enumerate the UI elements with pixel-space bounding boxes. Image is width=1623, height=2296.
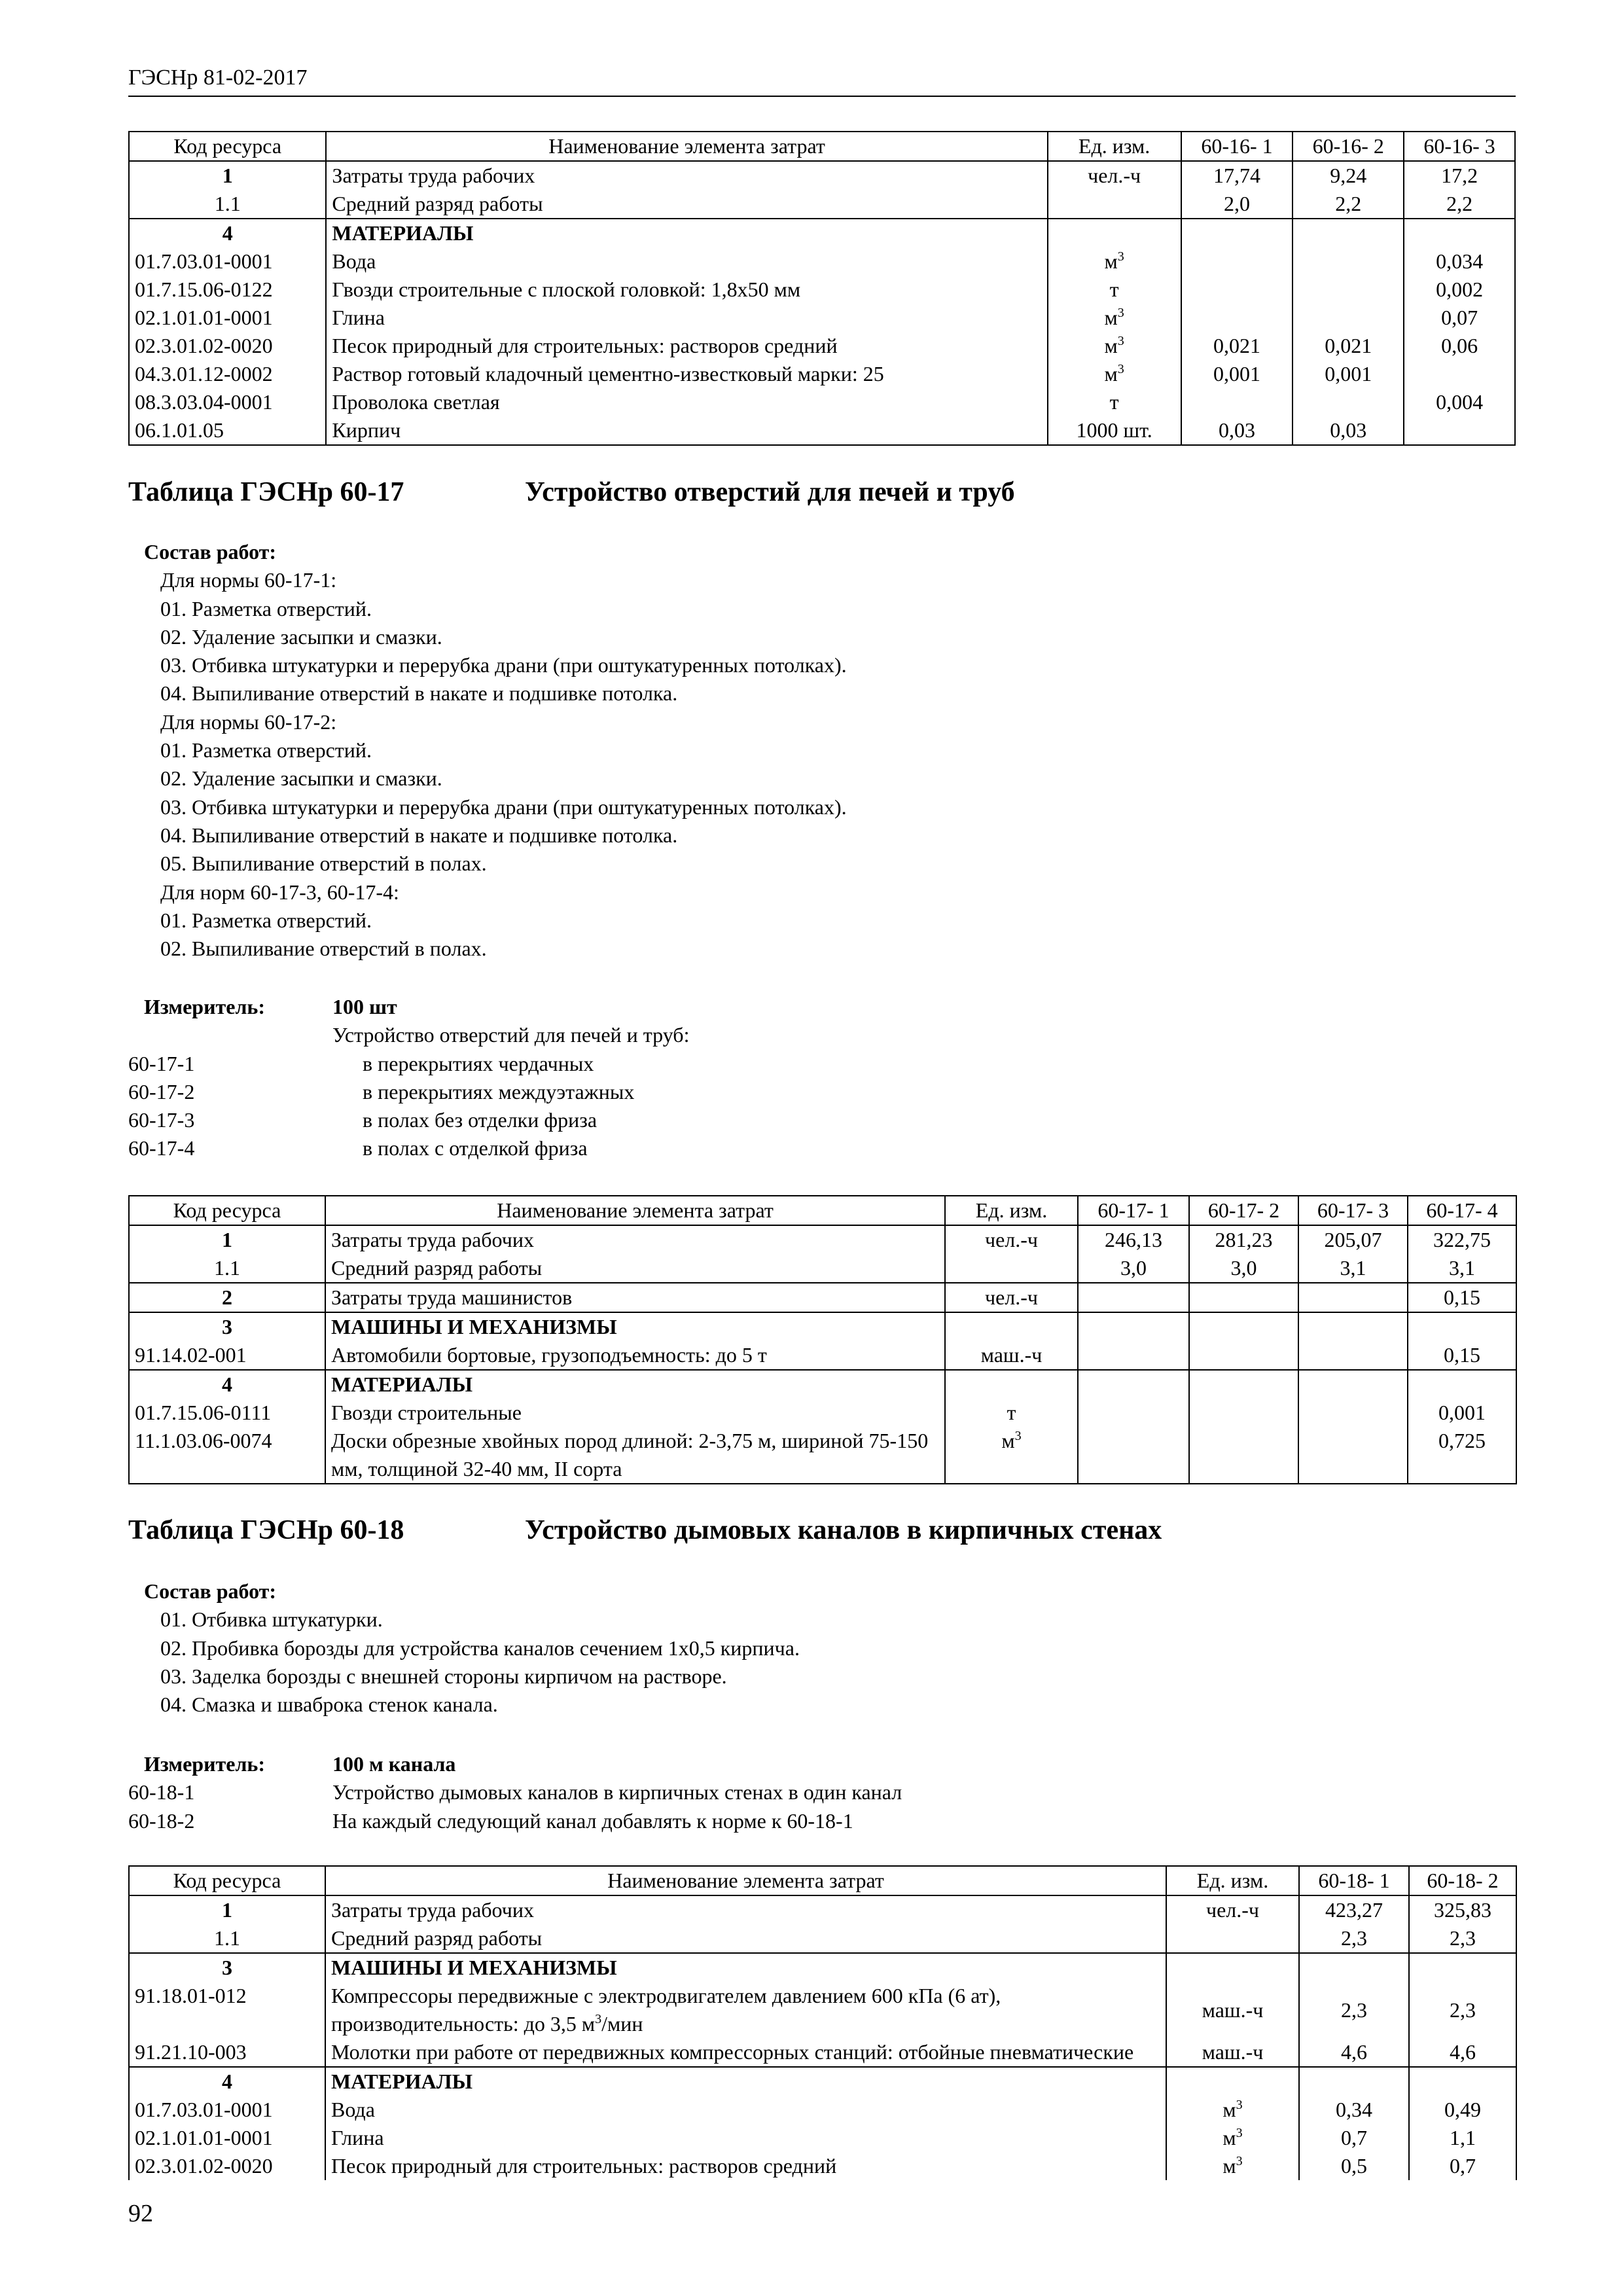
table-row bbox=[129, 247, 1515, 276]
composition-line: 02. Удаление засыпки и смазки. bbox=[160, 624, 442, 649]
composition-line: Для нормы 60-17-2: bbox=[160, 709, 337, 734]
value bbox=[1181, 276, 1293, 304]
composition-label: Состав работ: bbox=[144, 540, 277, 564]
resource-code: 01.7.15.06-0111 bbox=[129, 1399, 325, 1427]
value: 205,07 bbox=[1298, 1225, 1408, 1254]
header-rule bbox=[128, 96, 1516, 97]
section-title: МАШИНЫ И МЕХАНИЗМЫ bbox=[325, 1312, 945, 1341]
table-row bbox=[129, 388, 1515, 416]
value: 0,021 bbox=[1181, 332, 1293, 360]
value: 281,23 bbox=[1189, 1225, 1298, 1254]
resource-code: 06.1.01.05 bbox=[129, 416, 326, 445]
resource-name: Гвозди строительные bbox=[325, 1399, 945, 1427]
unit: $м^3$ bbox=[1048, 247, 1181, 276]
col-header-code: Код ресурса bbox=[129, 1866, 325, 1895]
unit: маш.-ч bbox=[945, 1341, 1078, 1370]
value: 0,034 bbox=[1404, 247, 1515, 276]
col-header-name: Наименование элемента затрат bbox=[325, 1866, 1166, 1895]
value bbox=[1181, 304, 1293, 332]
resource-code: 1.1 bbox=[129, 1254, 325, 1283]
col-header-norm: 60-17- 2 bbox=[1189, 1196, 1298, 1225]
table-60-17 bbox=[128, 1195, 1517, 1484]
table-60-16 bbox=[128, 131, 1516, 446]
value: 9,24 bbox=[1293, 161, 1404, 190]
value bbox=[1404, 360, 1515, 388]
meter-value: 100 шт bbox=[332, 995, 397, 1018]
composition-line: 02. Удаление засыпки и смазки. bbox=[160, 766, 442, 791]
value: 0,15 bbox=[1408, 1341, 1516, 1370]
unit bbox=[1166, 1924, 1299, 1953]
page-number: 92 bbox=[128, 2200, 153, 2227]
work-composition-60-18 bbox=[144, 1577, 800, 1719]
unit: чел.-ч bbox=[945, 1283, 1078, 1312]
table-code: Таблица ГЭСНр 60-18 bbox=[128, 1515, 404, 1545]
table-title-60-18 bbox=[128, 1515, 1162, 1546]
resource-code: 1 bbox=[129, 1225, 325, 1254]
table-row bbox=[129, 2067, 1516, 2096]
value: 325,83 bbox=[1409, 1895, 1516, 1924]
composition-line: 04. Смазка и шваброка стенок канала. bbox=[160, 1693, 498, 1717]
resource-name: Гвозди строительные с плоской головкой: 1,8х50 мм bbox=[326, 276, 1047, 304]
section-code: 3 bbox=[129, 1953, 325, 1982]
value: 2,3 bbox=[1299, 1924, 1409, 1953]
unit: $м^3$ bbox=[1166, 2124, 1299, 2152]
section-title: МАТЕРИАЛЫ bbox=[325, 2067, 1166, 2096]
composition-line: 03. Отбивка штукатурки и перерубка драни (при оштукатуренных потолках). bbox=[160, 795, 847, 819]
col-header-code: Код ресурса bbox=[129, 1196, 325, 1225]
value bbox=[1404, 416, 1515, 445]
value bbox=[1189, 1399, 1298, 1427]
value bbox=[1181, 388, 1293, 416]
col-header-norm: 60-16- 2 bbox=[1293, 132, 1404, 161]
composition-line: 02. Пробивка борозды для устройства каналов сечением 1х0,5 кирпича. bbox=[160, 1636, 800, 1660]
value: 0,5 bbox=[1299, 2152, 1409, 2180]
table-row bbox=[129, 161, 1515, 190]
unit: маш.-ч bbox=[1166, 1982, 1299, 2038]
value: 3,0 bbox=[1189, 1254, 1298, 1283]
resource-code: 01.7.15.06-0122 bbox=[129, 276, 326, 304]
unit: $м^3$ bbox=[945, 1427, 1078, 1484]
unit: $м^3$ bbox=[1048, 360, 1181, 388]
norm-text: в перекрытиях междуэтажных bbox=[363, 1079, 635, 1103]
value: 0,001 bbox=[1408, 1399, 1516, 1427]
unit: 1000 шт. bbox=[1048, 416, 1181, 445]
norm-code: 60-17-3 bbox=[128, 1108, 195, 1132]
value: 0,15 bbox=[1408, 1283, 1516, 1312]
norm-text: На каждый следующий канал добавлять к норме к 60-18-1 bbox=[332, 1808, 853, 1833]
resource-name: Затраты труда рабочих bbox=[326, 161, 1047, 190]
value: 3,1 bbox=[1408, 1254, 1516, 1283]
unit: $м^3$ bbox=[1048, 332, 1181, 360]
resource-name: Вода bbox=[326, 247, 1047, 276]
col-header-norm: 60-17- 1 bbox=[1078, 1196, 1189, 1225]
table-code: Таблица ГЭСНр 60-17 bbox=[128, 477, 404, 507]
resource-name: Доски обрезные хвойных пород длиной: 2-3,75 м, шириной 75-150 мм, толщиной 32-40 мм, II сорта bbox=[325, 1427, 945, 1484]
table-row bbox=[129, 2152, 1516, 2180]
value: 2,2 bbox=[1404, 190, 1515, 219]
norm-code: 60-18-1 bbox=[128, 1780, 195, 1804]
col-header-norm: 60-17- 4 bbox=[1408, 1196, 1516, 1225]
resource-name: Средний разряд работы bbox=[325, 1254, 945, 1283]
norm-text: Устройство дымовых каналов в кирпичных стенах в один канал bbox=[332, 1780, 902, 1804]
value: 0,03 bbox=[1293, 416, 1404, 445]
resource-code: 1.1 bbox=[129, 1924, 325, 1953]
value: 0,03 bbox=[1181, 416, 1293, 445]
meter-value: 100 м канала bbox=[332, 1752, 456, 1776]
table-row bbox=[129, 1225, 1516, 1254]
col-header-norm: 60-18- 1 bbox=[1299, 1866, 1409, 1895]
value: 3,1 bbox=[1298, 1254, 1408, 1283]
unit: $м^3$ bbox=[1048, 304, 1181, 332]
table-row bbox=[129, 1312, 1516, 1341]
table-name: Устройство дымовых каналов в кирпичных стенах bbox=[525, 1515, 1162, 1545]
value: 1,1 bbox=[1409, 2124, 1516, 2152]
unit: чел.-ч bbox=[945, 1225, 1078, 1254]
resource-name: Компрессоры передвижные с электродвигателем давлением 600 кПа (6 ат), производительность: до 3,5 $м^3$/мин bbox=[325, 1982, 1166, 2038]
composition-line: 01. Разметка отверстий. bbox=[160, 908, 372, 932]
resource-code: 2 bbox=[129, 1283, 325, 1312]
value bbox=[1298, 1283, 1408, 1312]
value: 0,021 bbox=[1293, 332, 1404, 360]
table-row bbox=[129, 1254, 1516, 1283]
section-title: МАТЕРИАЛЫ bbox=[325, 1370, 945, 1399]
table-row bbox=[129, 219, 1515, 247]
resource-code: 1 bbox=[129, 161, 326, 190]
resource-code: 91.21.10-003 bbox=[129, 2038, 325, 2067]
value: 0,07 bbox=[1404, 304, 1515, 332]
value: 17,74 bbox=[1181, 161, 1293, 190]
value: 322,75 bbox=[1408, 1225, 1516, 1254]
section-code: 3 bbox=[129, 1312, 325, 1341]
resource-name: Автомобили бортовые, грузоподъемность: до 5 т bbox=[325, 1341, 945, 1370]
table-row bbox=[129, 1399, 1516, 1427]
meter-block-60-18 bbox=[128, 1750, 1503, 1835]
value: 2,0 bbox=[1181, 190, 1293, 219]
value: 2,3 bbox=[1409, 1982, 1516, 2038]
composition-line: Для нормы 60-17-1: bbox=[160, 568, 337, 592]
document-header: ГЭСНр 81-02-2017 bbox=[128, 65, 308, 90]
value: 0,725 bbox=[1408, 1427, 1516, 1484]
table-row bbox=[129, 1924, 1516, 1953]
section-title: МАШИНЫ И МЕХАНИЗМЫ bbox=[325, 1953, 1166, 1982]
table-title-60-17 bbox=[128, 476, 1015, 508]
table-60-18 bbox=[128, 1865, 1517, 2180]
table-row bbox=[129, 1895, 1516, 1924]
table-row bbox=[129, 190, 1515, 219]
resource-name: Затраты труда машинистов bbox=[325, 1283, 945, 1312]
col-header-unit: Ед. изм. bbox=[1166, 1866, 1299, 1895]
resource-code: 91.18.01-012 bbox=[129, 1982, 325, 2038]
composition-line: 02. Выпиливание отверстий в полах. bbox=[160, 937, 487, 961]
resource-name: Глина bbox=[326, 304, 1047, 332]
value bbox=[1189, 1427, 1298, 1484]
work-composition-60-17 bbox=[144, 538, 847, 963]
col-header-unit: Ед. изм. bbox=[945, 1196, 1078, 1225]
table-row bbox=[129, 1283, 1516, 1312]
table-name: Устройство отверстий для печей и труб bbox=[525, 477, 1015, 507]
resource-code: 1 bbox=[129, 1895, 325, 1924]
resource-name: Песок природный для строительных: растворов средний bbox=[325, 2152, 1166, 2180]
value: 0,002 bbox=[1404, 276, 1515, 304]
col-header-norm: 60-17- 3 bbox=[1298, 1196, 1408, 1225]
value bbox=[1293, 304, 1404, 332]
composition-line: 05. Выпиливание отверстий в полах. bbox=[160, 852, 487, 876]
resource-code: 11.1.03.06-0074 bbox=[129, 1427, 325, 1484]
meter-block-60-17 bbox=[128, 993, 1503, 1163]
norm-text: в полах с отделкой фриза bbox=[363, 1136, 588, 1160]
table-row bbox=[129, 1953, 1516, 1982]
unit: $м^3$ bbox=[1166, 2096, 1299, 2124]
norm-code: 60-17-1 bbox=[128, 1051, 195, 1075]
value: 4,6 bbox=[1409, 2038, 1516, 2067]
value: 4,6 bbox=[1299, 2038, 1409, 2067]
resource-name: Раствор готовый кладочный цементно-известковый марки: 25 bbox=[326, 360, 1047, 388]
value bbox=[1078, 1341, 1189, 1370]
value bbox=[1078, 1283, 1189, 1312]
section-code: 4 bbox=[129, 2067, 325, 2096]
value: 0,06 bbox=[1404, 332, 1515, 360]
table-row bbox=[129, 1982, 1516, 2038]
value bbox=[1293, 276, 1404, 304]
unit: чел.-ч bbox=[1048, 161, 1181, 190]
norm-text: в полах без отделки фриза bbox=[363, 1108, 597, 1132]
resource-name: Затраты труда рабочих bbox=[325, 1895, 1166, 1924]
composition-label: Состав работ: bbox=[144, 1579, 277, 1603]
resource-name: Вода bbox=[325, 2096, 1166, 2124]
resource-name: Средний разряд работы bbox=[325, 1924, 1166, 1953]
table-row bbox=[129, 2038, 1516, 2067]
col-header-norm: 60-16- 3 bbox=[1404, 132, 1515, 161]
table-row bbox=[129, 1427, 1516, 1484]
resource-name: Проволока светлая bbox=[326, 388, 1047, 416]
value: 0,7 bbox=[1409, 2152, 1516, 2180]
unit: чел.-ч bbox=[1166, 1895, 1299, 1924]
resource-code: 04.3.01.12-0002 bbox=[129, 360, 326, 388]
resource-code: 01.7.03.01-0001 bbox=[129, 2096, 325, 2124]
unit: т bbox=[945, 1399, 1078, 1427]
value: 246,13 bbox=[1078, 1225, 1189, 1254]
meter-description: Устройство отверстий для печей и труб: bbox=[332, 1023, 690, 1047]
value: 0,49 bbox=[1409, 2096, 1516, 2124]
composition-line: 03. Заделка борозды с внешней стороны кирпичом на растворе. bbox=[160, 1664, 727, 1688]
value bbox=[1078, 1399, 1189, 1427]
table-row bbox=[129, 1370, 1516, 1399]
resource-code: 02.1.01.01-0001 bbox=[129, 2124, 325, 2152]
resource-code: 02.3.01.02-0020 bbox=[129, 2152, 325, 2180]
composition-line: 04. Выпиливание отверстий в накате и подшивке потолка. bbox=[160, 681, 678, 706]
value: 423,27 bbox=[1299, 1895, 1409, 1924]
value: 0,001 bbox=[1181, 360, 1293, 388]
value bbox=[1293, 388, 1404, 416]
unit: $м^3$ bbox=[1166, 2152, 1299, 2180]
value: 3,0 bbox=[1078, 1254, 1189, 1283]
resource-name: Кирпич bbox=[326, 416, 1047, 445]
composition-line: 01. Разметка отверстий. bbox=[160, 738, 372, 762]
table-row bbox=[129, 1341, 1516, 1370]
col-header-norm: 60-18- 2 bbox=[1409, 1866, 1516, 1895]
value bbox=[1189, 1283, 1298, 1312]
resource-code: 02.1.01.01-0001 bbox=[129, 304, 326, 332]
resource-name: Глина bbox=[325, 2124, 1166, 2152]
col-header-name: Наименование элемента затрат bbox=[326, 132, 1047, 161]
table-row bbox=[129, 2096, 1516, 2124]
resource-name: Средний разряд работы bbox=[326, 190, 1047, 219]
unit bbox=[1048, 190, 1181, 219]
section-code: 4 bbox=[129, 219, 326, 247]
table-row bbox=[129, 304, 1515, 332]
value: 0,7 bbox=[1299, 2124, 1409, 2152]
meter-label: Измеритель: bbox=[144, 995, 265, 1018]
norm-code: 60-17-4 bbox=[128, 1136, 195, 1160]
col-header-norm: 60-16- 1 bbox=[1181, 132, 1293, 161]
table-row bbox=[129, 332, 1515, 360]
resource-name: Молотки при работе от передвижных компрессорных станций: отбойные пневматические bbox=[325, 2038, 1166, 2067]
section-title: МАТЕРИАЛЫ bbox=[326, 219, 1047, 247]
col-header-unit: Ед. изм. bbox=[1048, 132, 1181, 161]
resource-name: Песок природный для строительных: растворов средний bbox=[326, 332, 1047, 360]
unit: т bbox=[1048, 276, 1181, 304]
table-row bbox=[129, 360, 1515, 388]
value: 17,2 bbox=[1404, 161, 1515, 190]
resource-code: 08.3.03.04-0001 bbox=[129, 388, 326, 416]
value: 0,34 bbox=[1299, 2096, 1409, 2124]
resource-code: 01.7.03.01-0001 bbox=[129, 247, 326, 276]
value: 2,2 bbox=[1293, 190, 1404, 219]
resource-code: 02.3.01.02-0020 bbox=[129, 332, 326, 360]
resource-code: 1.1 bbox=[129, 190, 326, 219]
value bbox=[1189, 1341, 1298, 1370]
norm-text: в перекрытиях чердачных bbox=[363, 1051, 594, 1075]
value bbox=[1298, 1399, 1408, 1427]
section-code: 4 bbox=[129, 1370, 325, 1399]
table-row bbox=[129, 2124, 1516, 2152]
meter-label: Измеритель: bbox=[144, 1752, 265, 1776]
value: 0,001 bbox=[1293, 360, 1404, 388]
unit: т bbox=[1048, 388, 1181, 416]
col-header-code: Код ресурса bbox=[129, 132, 326, 161]
resource-name: Затраты труда рабочих bbox=[325, 1225, 945, 1254]
norm-code: 60-17-2 bbox=[128, 1079, 195, 1103]
value bbox=[1293, 247, 1404, 276]
value: 2,3 bbox=[1409, 1924, 1516, 1953]
value: 2,3 bbox=[1299, 1982, 1409, 2038]
value: 0,004 bbox=[1404, 388, 1515, 416]
table-row bbox=[129, 416, 1515, 445]
composition-line: 01. Отбивка штукатурки. bbox=[160, 1607, 383, 1632]
unit: маш.-ч bbox=[1166, 2038, 1299, 2067]
value bbox=[1078, 1427, 1189, 1484]
value bbox=[1181, 247, 1293, 276]
col-header-name: Наименование элемента затрат bbox=[325, 1196, 945, 1225]
value bbox=[1298, 1427, 1408, 1484]
composition-line: 01. Разметка отверстий. bbox=[160, 596, 372, 620]
value bbox=[1298, 1341, 1408, 1370]
composition-line: 04. Выпиливание отверстий в накате и подшивке потолка. bbox=[160, 823, 678, 847]
composition-line: Для норм 60-17-3, 60-17-4: bbox=[160, 880, 399, 904]
composition-line: 03. Отбивка штукатурки и перерубка драни (при оштукатуренных потолках). bbox=[160, 653, 847, 677]
table-row bbox=[129, 276, 1515, 304]
resource-code: 91.14.02-001 bbox=[129, 1341, 325, 1370]
unit bbox=[945, 1254, 1078, 1283]
norm-code: 60-18-2 bbox=[128, 1808, 195, 1833]
